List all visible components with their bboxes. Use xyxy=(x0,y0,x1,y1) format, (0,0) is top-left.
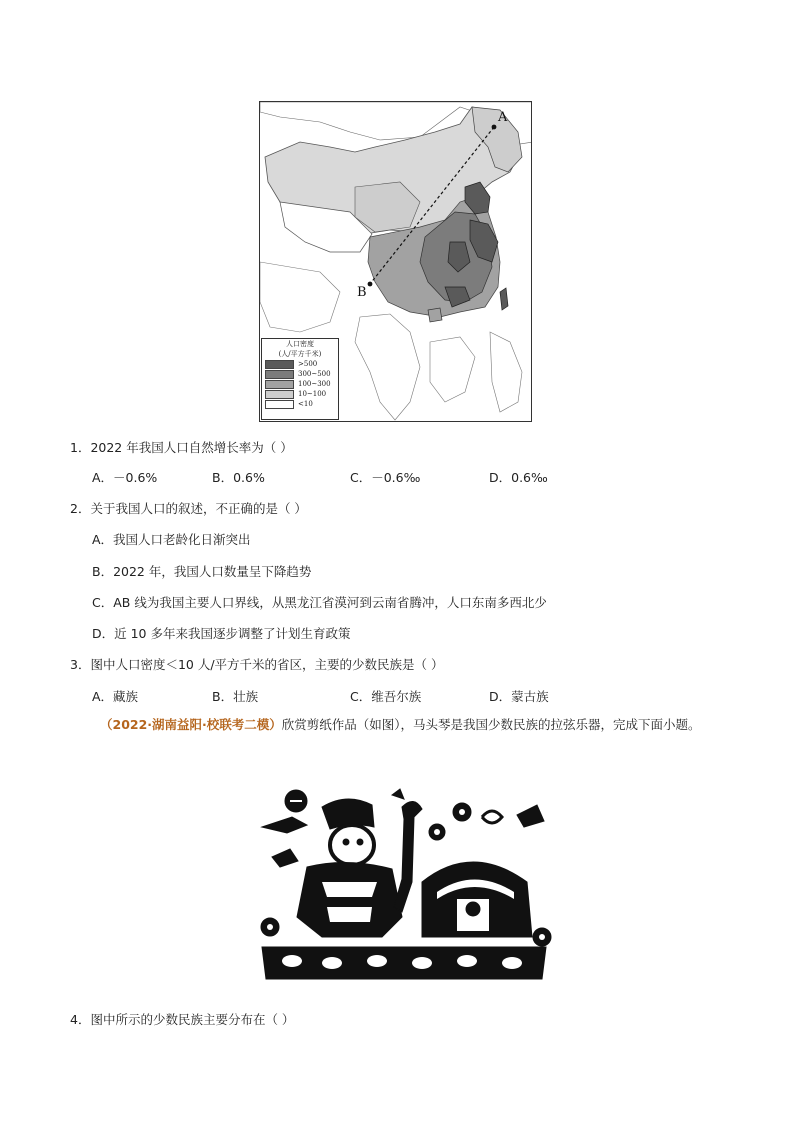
question-4-stem: 4．图中所示的少数民族主要分布在（ ） xyxy=(70,1012,295,1027)
legend-label: 10~100 xyxy=(298,390,327,398)
point-a-label: A xyxy=(498,110,508,125)
source-tag: （2022·湖南益阳·校联考二模） xyxy=(100,717,282,732)
q1-option-b[interactable]: B．0.6% xyxy=(212,470,265,485)
question-2-stem: 2．关于我国人口的叙述，不正确的是（ ） xyxy=(70,501,307,516)
legend-label: 100~300 xyxy=(298,380,331,388)
intro-text: 欣赏剪纸作品（如图），马头琴是我国少数民族的拉弦乐器，完成下面小题。 xyxy=(281,717,701,732)
passage-intro xyxy=(70,709,730,740)
point-b-label: B xyxy=(357,285,367,300)
question-3-stem: 3．图中人口密度＜10 人/平方千米的省区，主要的少数民族是（ ） xyxy=(70,657,444,672)
q3-option-c[interactable]: C．维吾尔族 xyxy=(350,689,422,704)
papercut-artwork xyxy=(252,787,556,983)
legend-title-line1: 人口密度 xyxy=(286,340,314,348)
legend-swatch xyxy=(265,360,294,369)
q2-option-c[interactable]: C．AB 线为我国主要人口界线，从黑龙江省漠河到云南省腾冲，人口东南多西北少 xyxy=(92,595,547,610)
legend-row xyxy=(262,379,338,389)
legend-label: 300~500 xyxy=(298,370,331,378)
question-1-stem: 1．2022 年我国人口自然增长率为（ ） xyxy=(70,440,293,455)
legend-row xyxy=(262,389,338,399)
q3-option-a[interactable]: A．藏族 xyxy=(92,689,139,704)
q2-option-a[interactable]: A．我国人口老龄化日渐突出 xyxy=(92,532,251,547)
legend-row xyxy=(262,369,338,379)
map-legend xyxy=(261,338,339,420)
q1-option-c[interactable]: C．－0.6‰ xyxy=(350,470,421,485)
q2-option-b[interactable]: B．2022 年，我国人口数量呈下降趋势 xyxy=(92,564,312,579)
legend-label: <10 xyxy=(298,400,313,408)
legend-title-line2: (人/平方千米) xyxy=(278,350,322,358)
legend-swatch xyxy=(265,390,294,399)
legend-swatch xyxy=(265,370,294,379)
q2-option-d[interactable]: D．近 10 多年来我国逐步调整了计划生育政策 xyxy=(92,626,351,641)
legend-row xyxy=(262,399,338,409)
q3-option-d[interactable]: D．蒙古族 xyxy=(489,689,549,704)
q1-option-d[interactable]: D．0.6‰ xyxy=(489,470,548,485)
legend-row xyxy=(262,359,338,369)
legend-swatch xyxy=(265,400,294,409)
legend-label: >500 xyxy=(298,360,318,368)
population-density-map xyxy=(259,101,532,422)
legend-swatch xyxy=(265,380,294,389)
q3-option-b[interactable]: B．壮族 xyxy=(212,689,259,704)
q1-option-a[interactable]: A．－0.6% xyxy=(92,470,158,485)
